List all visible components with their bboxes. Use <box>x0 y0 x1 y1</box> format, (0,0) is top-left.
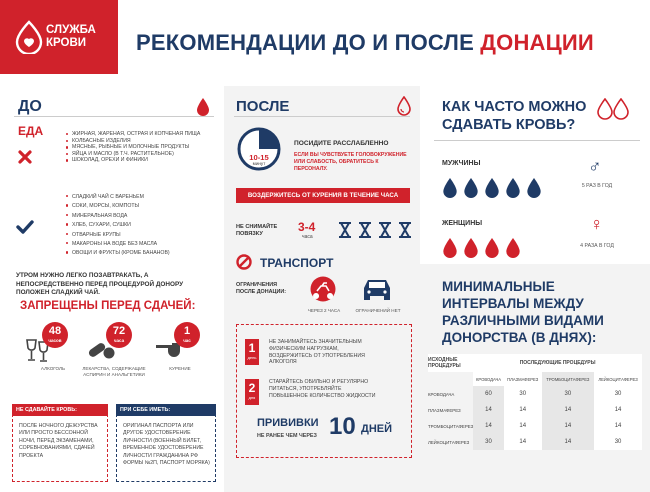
table-cell: 14 <box>504 402 542 418</box>
car-icon <box>360 276 394 302</box>
row-label: ЛЕЙКОЦИТАФЕРЕЗ <box>428 439 470 445</box>
cross-icon <box>18 150 32 164</box>
clock-unit: минут <box>252 161 266 166</box>
blood-drop-icon <box>442 178 458 198</box>
table-cell <box>428 372 473 386</box>
banned-alcohol <box>22 322 82 372</box>
vacc-sub: НЕ РАНЕЕ ЧЕМ ЧЕРЕЗ <box>257 433 317 439</box>
restrictions-box <box>236 324 412 458</box>
alcohol-unit: часов <box>48 338 62 343</box>
bring-heading: ПРИ СЕБЕ ИМЕТЬ: <box>116 404 216 416</box>
table-cell: 14 <box>594 402 642 418</box>
moto-caption: ЧЕРЕЗ 2 ЧАСА <box>307 308 341 313</box>
women-label: ЖЕНЩИНЫ <box>442 220 483 227</box>
list-item: СОКИ, МОРСЫ, КОМПОТЫ <box>66 202 220 211</box>
men-label: МУЖЧИНЫ <box>442 160 481 167</box>
blood-drop-icon <box>442 238 458 258</box>
medicine-unit: часа <box>113 338 125 343</box>
table-cell: 30 <box>542 386 594 402</box>
blood-drop-icon <box>463 238 479 258</box>
no-donate-box <box>12 404 108 482</box>
table-row <box>428 402 642 418</box>
divider <box>14 116 214 117</box>
page-title <box>136 30 594 56</box>
table-cell: 30 <box>473 434 504 450</box>
vacc-value: 10 <box>329 413 356 440</box>
list-item: ОВОЩИ И ФРУКТЫ (КРОМЕ БАНАНОВ) <box>66 249 220 258</box>
banned-heading: ЗАПРЕЩЕНЫ ПЕРЕД СДАЧЕЙ: <box>20 300 196 312</box>
medicine-label: ЛЕКАРСТВА, СОДЕРЖАЩИЕ АСПИРИН И АНАЛЬГЕТИКИ <box>82 366 146 377</box>
breakfast-note: УТРОМ НУЖНО ЛЕГКО ПОЗАВТРАКАТЬ, А НЕПОСРЕДСТВЕННО ПЕРЕД ПРОЦЕДУРОЙ ДОНОРУ ПОЛОЖЕН СЛАДКИЙ ЧАЙ. <box>16 272 184 297</box>
table-row <box>428 386 642 402</box>
list-item: МИНЕРАЛЬНАЯ ВОДА <box>66 212 220 221</box>
column-header: КРОВОДАЧА <box>473 372 504 386</box>
blood-drop-icon <box>463 178 479 198</box>
column-header: ЛЕЙКОЦИТАФЕРЕЗ <box>594 372 642 386</box>
after-heading: ПОСЛЕ <box>236 98 290 115</box>
bring-text: ОРИГИНАЛ ПАСПОРТА ИЛИ ДРУГОЕ УДОСТОВЕРЕНИЕ ЛИЧНОСТИ (ВОЕННЫЙ БИЛЕТ, ВРЕМЕННОЕ УДОСТОВЕРЕНИЕ ЛИЧНОСТИ ГРАЖДАНИНА РФ ФОРМЫ №2П, ПАСПОРТ МОРЯКА) <box>123 423 210 467</box>
blood-drop-outline-icon <box>396 96 412 116</box>
bandage-label: НЕ СНИМАЙТЕ ПОВЯЗКУ <box>236 224 278 237</box>
vacc-title: ПРИВИВКИ <box>257 417 319 429</box>
blood-drop-icon <box>526 178 542 198</box>
alcohol-value: 48 <box>48 325 62 337</box>
hourglass-icon <box>338 222 352 238</box>
bandage-unit: часа <box>302 234 313 240</box>
day2-unit: дня <box>248 395 256 400</box>
checkmark-icon <box>16 220 34 234</box>
list-item: КОЛБАСНЫЕ ИЗДЕЛИЯ <box>66 138 220 145</box>
blood-drop-icon <box>505 178 521 198</box>
men-drops <box>442 178 572 198</box>
transport-heading: ТРАНСПОРТ <box>260 256 334 270</box>
list-item: ШОКОЛАД, ОРЕХИ И ФИНИКИ <box>66 157 220 164</box>
smoking-value: 1 <box>183 325 191 337</box>
vacc-unit: ДНЕЙ <box>361 423 393 435</box>
row-label: КРОВОДАЧА <box>428 391 455 397</box>
list-item: ОТВАРНЫЕ КРУПЫ <box>66 231 220 240</box>
page-title-main: РЕКОМЕНДАЦИИ ДО И ПОСЛЕ <box>136 30 481 55</box>
logo <box>0 0 118 74</box>
women-note: 4 РАЗА В ГОД <box>580 243 614 249</box>
banned-medicine <box>82 322 146 378</box>
row-label: ПЛАЗМАФЕРЕЗ <box>428 407 461 413</box>
before-heading: ДО <box>18 98 42 115</box>
table-cell: 14 <box>542 434 594 450</box>
alcohol-badge <box>42 322 68 348</box>
female-symbol-icon: ♀ <box>590 214 604 234</box>
frequency-column <box>420 86 650 492</box>
list-item: ЯЙЦА И МАСЛО (В Т.Ч. РАСТИТЕЛЬНОЕ) <box>66 151 220 158</box>
heart-drop-logo-icon <box>14 20 44 54</box>
column-header: ПЛАЗМАФЕРЕЗ <box>504 372 542 386</box>
hourglass-icon <box>398 222 412 238</box>
alcohol-label: АЛКОГОЛЬ <box>40 366 66 371</box>
before-column <box>0 86 224 492</box>
column-header: ТРОМБОЦИТАФЕРЕЗ <box>542 372 594 386</box>
col-header: ПОСЛЕДУЮЩИЕ ПРОЦЕДУРЫ <box>473 354 642 372</box>
car-caption: ОГРАНИЧЕНИЙ НЕТ <box>355 308 401 313</box>
blood-drops-icon <box>596 98 630 120</box>
table-cell: 30 <box>504 386 542 402</box>
no-donate-heading: НЕ СДАВАЙТЕ КРОВЬ: <box>12 404 108 416</box>
intervals-heading: МИНИМАЛЬНЫЕ ИНТЕРВАЛЫ МЕЖДУ РАЗЛИЧНЫМИ ВИДАМИ ДОНОРСТВА (В ДНЯХ): <box>442 279 604 345</box>
table-cell: 14 <box>504 434 542 450</box>
blood-drop-icon <box>196 98 210 116</box>
logo-text-line2: КРОВИ <box>46 37 87 49</box>
table-cell: 14 <box>542 402 594 418</box>
forbidden-food-list <box>66 131 220 164</box>
smoking-label: КУРЕНИЕ <box>169 366 191 371</box>
table-cell: 30 <box>594 434 642 450</box>
list-item: ХЛЕБ, СУХАРИ, СУШКИ <box>66 221 220 230</box>
intervals-section <box>420 264 650 492</box>
transport-label: ОГРАНИЧЕНИЯ ПОСЛЕ ДОНАЦИИ: <box>236 282 287 295</box>
no-entry-icon <box>236 254 252 270</box>
blood-drop-icon <box>484 238 500 258</box>
banned-smoking <box>150 322 210 372</box>
day1-badge <box>245 339 259 365</box>
day2-num: 2 <box>248 381 256 395</box>
day1-text: НЕ ЗАНИМАЙТЕСЬ ЗНАЧИТЕЛЬНЫМ ФИЗИЧЕСКИМ НАГРУЗКАМ, ВОЗДЕРЖИТЕСЬ ОТ УПОТРЕБЛЕНИЯ АЛКОГОЛЯ <box>269 339 365 366</box>
hourglasses <box>338 222 412 238</box>
motorcycle-icon <box>310 276 336 302</box>
row-label: ТРОМБОЦИТАФЕРЕЗ <box>428 423 474 429</box>
men-note: 5 РАЗ В ГОД <box>581 183 613 189</box>
day2-badge <box>245 379 259 405</box>
table-row <box>428 418 642 434</box>
divider <box>234 116 410 117</box>
blood-drop-icon <box>505 238 521 258</box>
medicine-badge <box>106 322 132 348</box>
frequency-heading: КАК ЧАСТО МОЖНО СДАВАТЬ КРОВЬ? <box>442 99 587 133</box>
table-row <box>428 434 642 450</box>
list-item: СЛАДКИЙ ЧАЙ С ВАРЕНЬЕМ <box>66 193 220 202</box>
table-cell: 14 <box>473 402 504 418</box>
intervals-table <box>428 354 642 450</box>
day1-num: 1 <box>248 341 256 355</box>
list-item: ЖИРНАЯ, ЖАРЕНАЯ, ОСТРАЯ И КОПЧЕНАЯ ПИЩА <box>66 131 220 138</box>
smoking-badge <box>174 322 200 348</box>
divider <box>434 140 640 141</box>
list-item: МАКАРОНЫ НА ВОДЕ БЕЗ МАСЛА <box>66 240 220 249</box>
food-heading: ЕДА <box>18 124 44 138</box>
rest-text: ЕСЛИ ВЫ ЧУВСТВУЕТЕ ГОЛОВОКРУЖЕНИЕ ИЛИ СЛАБОСТЬ, ОБРАТИТЕСЬ К ПЕРСОНАЛУ. <box>294 152 407 172</box>
hourglass-icon <box>358 222 372 238</box>
medicine-value: 72 <box>112 325 126 337</box>
table-cell: 14 <box>542 418 594 434</box>
day1-unit: день <box>247 355 257 360</box>
table-cell: 14 <box>594 418 642 434</box>
after-column <box>224 86 420 492</box>
table-cell: 14 <box>504 418 542 434</box>
logo-text-line1: СЛУЖБА <box>46 24 96 36</box>
smoke-banner: ВОЗДЕРЖИТЕСЬ ОТ КУРЕНИЯ В ТЕЧЕНИЕ ЧАСА <box>236 188 410 203</box>
allowed-food-list <box>66 193 220 259</box>
blood-drop-icon <box>484 178 500 198</box>
bandage-value: 3-4 <box>298 220 316 234</box>
page-title-accent: ДОНАЦИИ <box>480 30 594 55</box>
day2-text: СТАРАЙТЕСЬ ОБИЛЬНО И РЕГУЛЯРНО ПИТАТЬСЯ, УПОТРЕБЛЯЙТЕ ПОВЫШЕННОЕ КОЛИЧЕСТВО ЖИДКОСТИ <box>269 379 376 399</box>
list-item: МЯСНЫЕ, РЫБНЫЕ И МОЛОЧНЫЕ ПРОДУКТЫ <box>66 144 220 151</box>
bring-box <box>116 404 216 482</box>
hourglass-icon <box>378 222 392 238</box>
table-cell: 14 <box>473 418 504 434</box>
smoking-unit: час <box>183 338 191 343</box>
male-symbol-icon: ♂ <box>588 156 602 176</box>
row-header: ИСХОДНЫЕ ПРОЦЕДУРЫ <box>428 354 473 372</box>
table-cell: 30 <box>594 386 642 402</box>
rest-title: ПОСИДИТЕ РАССЛАБЛЕННО <box>294 140 389 147</box>
women-drops <box>442 238 572 258</box>
clock-value: 10-15 <box>249 153 269 162</box>
table-cell: 60 <box>473 386 504 402</box>
no-donate-text: ПОСЛЕ НОЧНОГО ДЕЖУРСТВА ИЛИ ПРОСТО БЕССОННОЙ НОЧИ, ПЕРЕД ЭКЗАМЕНАМИ, СОРЕВНОВАНИЯМИ, СДАЧЕЙ ПРОЕКТА <box>19 423 98 459</box>
